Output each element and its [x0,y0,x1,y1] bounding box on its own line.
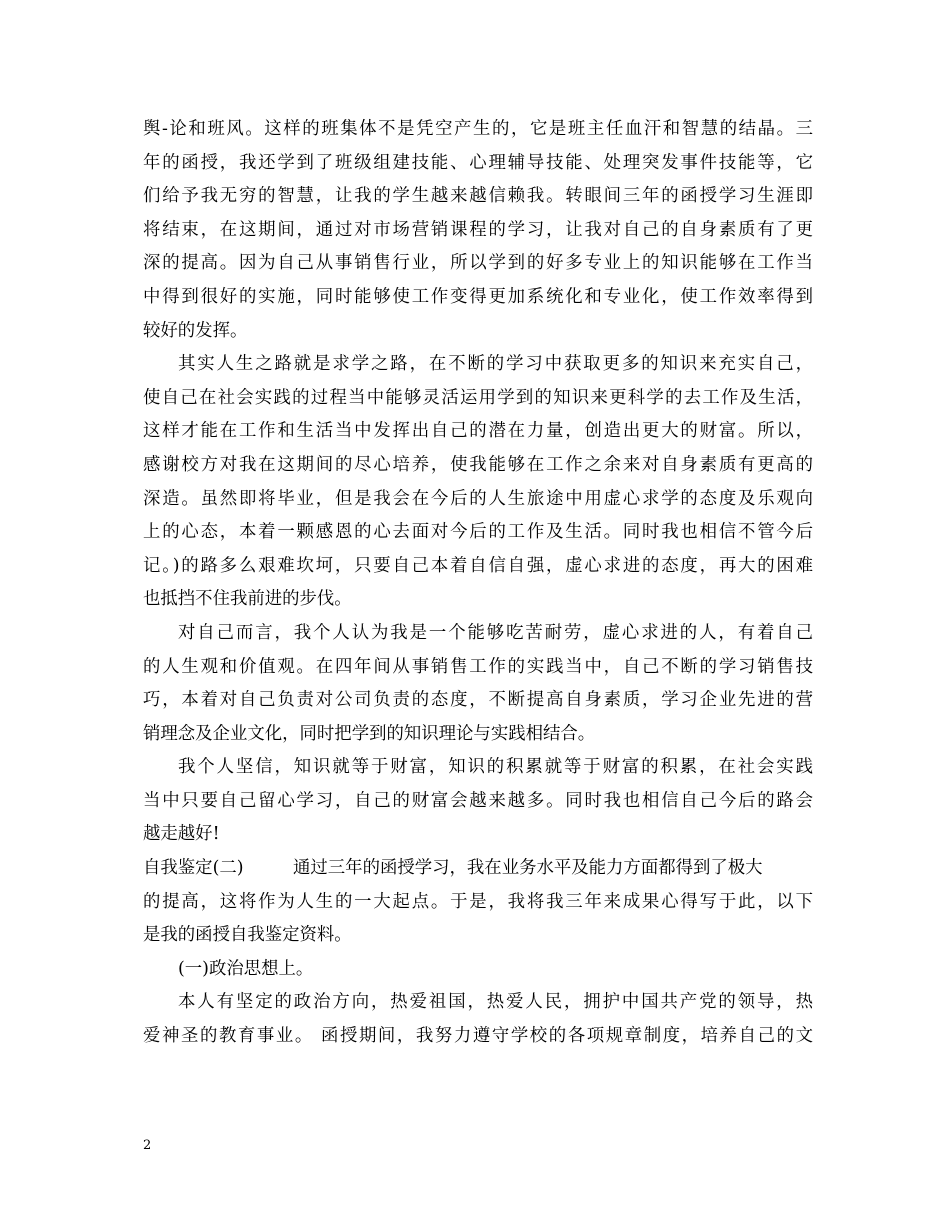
text-line: 也抵挡不住我前进的步伐。 [143,589,352,610]
text-line: 深造。虽然即将毕业，但是我会在今后的人生旅途中用虚心求学的态度及乐观向 [143,488,813,509]
document-body [143,113,813,1054]
text-line: 越走越好! [143,824,220,845]
text-line: 其实人生之路就是求学之路，在不断的学习中获取更多的知识来充实自己， [178,354,813,375]
text-line: 使自己在社会实践的过程当中能够灵活运用学到的知识来更科学的去工作及生活， [143,387,813,408]
section-heading-line [143,852,813,886]
text-line: 记。)的路多么艰难坎坷，只要自己本着自信自强，虚心求进的态度，再大的困难 [143,555,813,576]
text-line: 上的心态，本着一颗感恩的心去面对今后的工作及生活。同时我也相信不管今后 [143,522,813,543]
text-line: 感谢校方对我在这期间的尽心培养，使我能够在工作之余来对自身素质有更高的 [143,454,813,475]
section-heading: 自我鉴定(二) [143,858,244,879]
text-line: 年的函授，我还学到了班级组建技能、心理辅导技能、处理突发事件技能等，它 [143,152,813,173]
text-line: 中得到很好的实施，同时能够使工作变得更加系统化和专业化，使工作效率得到 [143,286,813,307]
text-line: 对自己而言，我个人认为我是一个能够吃苦耐劳，虚心求进的人，有着自己 [178,622,813,643]
text-line: 爱神圣的教育事业。 函授期间，我努力遵守学校的各项规章制度，培养自己的文 [143,1026,813,1047]
text-line: 将结束，在这期间，通过对市场营销课程的学习，让我对自己的自身素质有了更 [143,219,813,240]
text-line: 的提高，这将作为人生的一大起点。于是，我将我三年来成果心得写于此，以下 [143,891,813,912]
text-line: 这样才能在工作和生活当中发挥出自己的潜在力量，创造出更大的财富。所以， [143,421,813,442]
text-line: 巧，本着对自己负责对公司负责的态度，不断提高自身素质，学习企业先进的营 [143,690,813,711]
text-line: 销理念及企业文化，同时把学到的知识理论与实践相结合。 [143,723,596,744]
text-line: 的人生观和价值观。在四年间从事销售工作的实践当中，自己不断的学习销售技 [143,656,813,677]
text-line: 深的提高。因为自己从事销售行业，所以学到的好多专业上的知识能够在工作当 [143,253,813,274]
text-line: 较好的发挥。 [143,320,248,341]
text-line: 舆-论和班风。这样的班集体不是凭空产生的，它是班主任血汗和智慧的结晶。三 [143,119,813,139]
text-line: 是我的函授自我鉴定资料。 [143,925,352,946]
page-number: 2 [143,1138,152,1153]
text-line: 通过三年的函授学习，我在业务水平及能力方面都得到了极大 [293,858,763,879]
text-line: 当中只要自己留心学习，自己的财富会越来越多。同时我也相信自己今后的路会 [143,790,813,811]
text-line: 我个人坚信，知识就等于财富，知识的积累就等于财富的积累，在社会实践 [178,757,813,778]
text-line: 们给予我无穷的智慧，让我的学生越来越信赖我。转眼间三年的函授学习生涯即 [143,186,813,207]
subsection-heading: (一)政治思想上。 [178,958,314,979]
text-line: 本人有坚定的政治方向，热爱祖国，热爱人民，拥护中国共产党的领导，热 [178,992,813,1013]
